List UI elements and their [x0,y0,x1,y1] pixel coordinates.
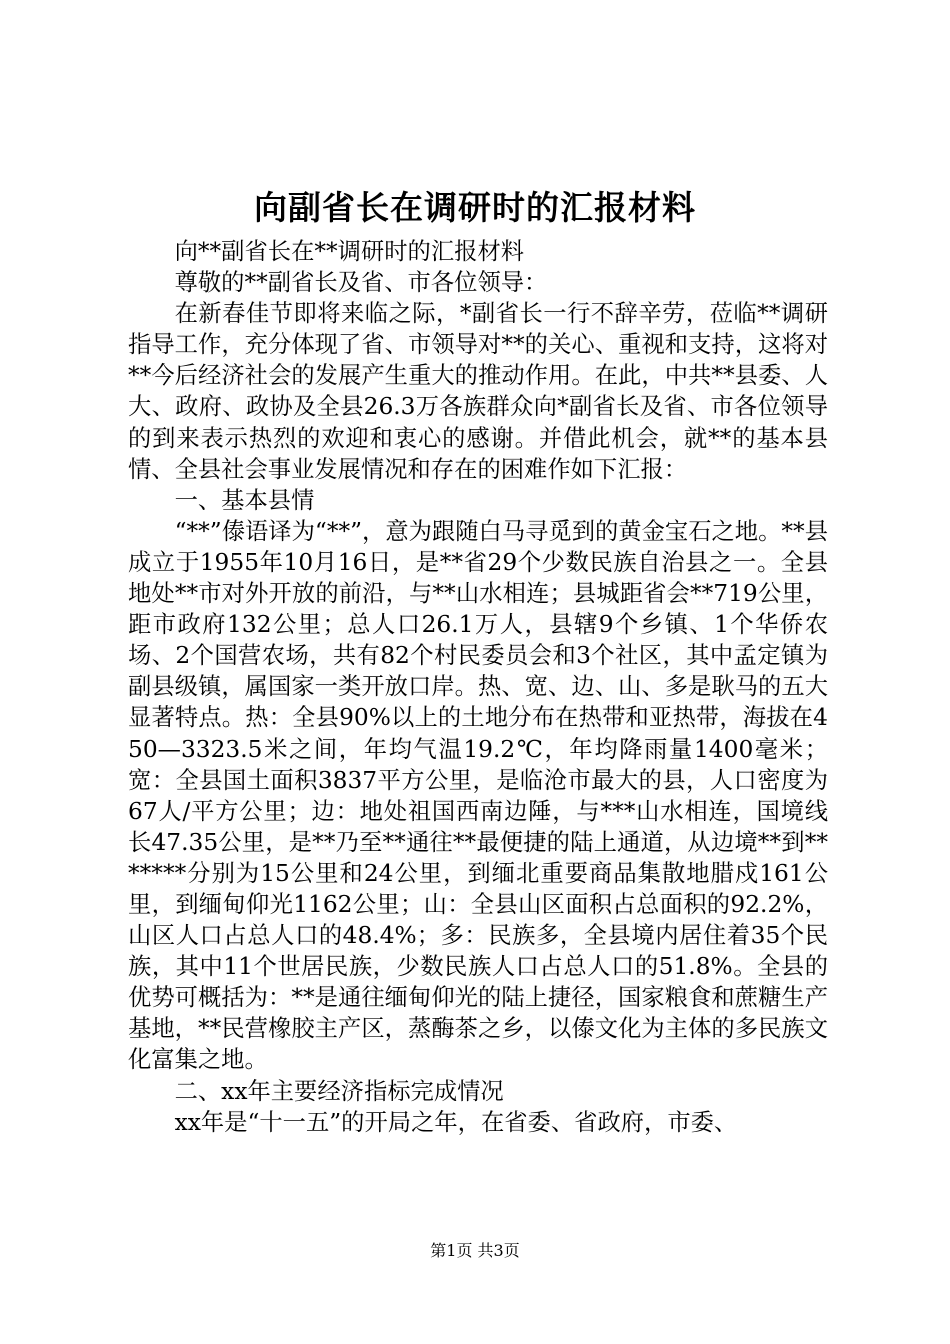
document-title: 向副省长在调研时的汇报材料 [254,188,696,227]
paragraph-subtitle: 向**副省长在**调研时的汇报材料 [174,238,525,265]
paragraph-basic-info: “**”傣语译为“**”，意为跟随白马寻觅到的黄金宝石之地。**县成立于1955年10月16日，是**省29个少数民族自治县之一。全县地处**市对外开放的前沿，与**山水相连；县城距省会**719公里，距市政府132公里；总人口26.1万人，县辖9个乡镇、1个华侨农场、2个国营农场，共有82个村民委员会和3个社区，其中孟定镇为副县级镇，属国家一类开放口岸。热、宽、边、山、多是耿马的五大显著特点。热：全县90%以上的土地分布在热带和亚热带，海拔在450—3323.5米之间，年均气温19.2℃，年均降雨量1400毫米；宽：全县国土面积3837平方公里，是临沧市最大的县，人口密度为67人/平方公里；边：地处祖国西南边陲，与***山水相连，国境线长47.35公里，是**乃至**通往**最便捷的陆上通道，从边境**到*******分别为15公里和24公里，到缅北重要商品集散地腊戍161公里，到缅甸仰光1162公里；山：全县山区面积占总面积的92.2%，山区人口占总人口的48.4%；多：民族多，全县境内居住着35个民族，其中11个世居民族，少数民族人口占总人口的51.8%。全县的优势可概括为：**是通往缅甸仰光的陆上捷径，国家粮食和蔗糖生产基地，**民营橡胶主产区，蒸酶茶之乡，以傣文化为主体的多民族文化富集之地。 [128,517,828,1074]
section-heading-basic-info: 一、基本县情 [174,486,315,514]
section-heading-economic-indicators: 二、xx年主要经济指标完成情况 [174,1077,504,1105]
paragraph-economic-indicators: xx年是“十一五”的开局之年，在省委、省政府，市委、 [174,1108,738,1136]
paragraph-intro: 在新春佳节即将来临之际，*副省长一行不辞辛劳，莅临**调研指导工作，充分体现了省、市领导对**的关心、重视和支持，这将对**今后经济社会的发展产生重大的推动作用。在此，中共**县委、人大、政府、政协及全县26.3万各族群众向*副省长及省、市各位领导的到来表示热烈的欢迎和衷心的感谢。并借此机会，就**的基本县情、全县社会事业发展情况和存在的困难作如下汇报： [128,300,828,483]
page-footer: 第1页 共3页 [430,1241,520,1260]
paragraph-salutation: 尊敬的**副省长及省、市各位领导： [174,269,548,297]
document-body [128,236,828,1138]
